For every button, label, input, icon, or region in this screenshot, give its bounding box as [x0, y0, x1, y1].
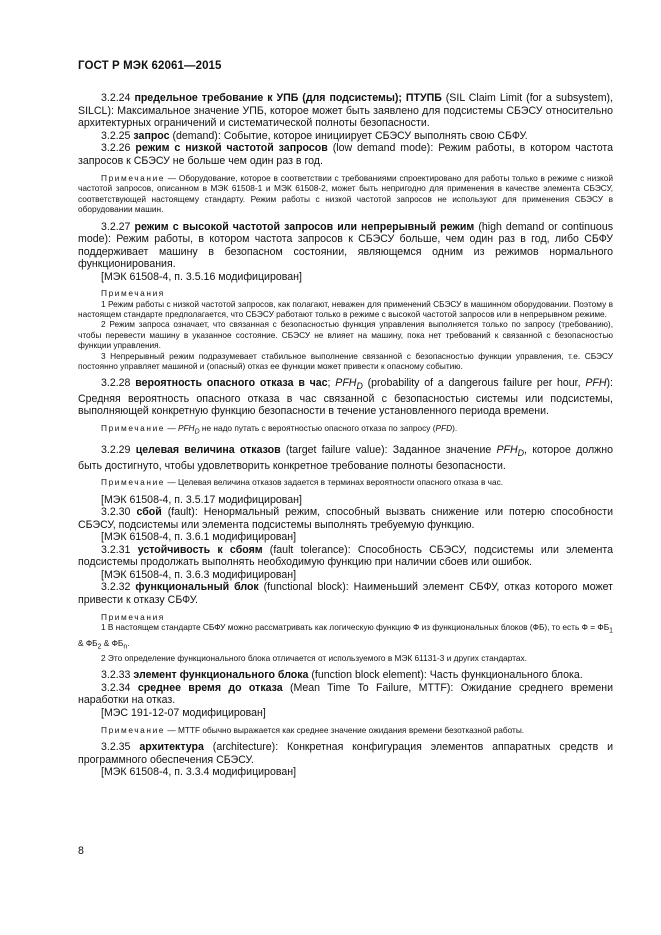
clause-number: 3.2.34 [101, 681, 131, 694]
note-label: Примечание [101, 477, 166, 488]
definition-text: (high demand or continuous mode): Режим работы, в котором частота запросов к СБЭСУ больше, чем один раз в год, либо СБФУ поддерживает машину в безопасном состоянии, являющемся одним из режимов нормального функционирования. [78, 220, 614, 271]
definition-3-2-29: 3.2.29 целевая величина отказов (target failure value): Заданное значение $PFH_D$, которое должно быть достигнуто, чтобы удовлетворить конкретное требование полноты безопасности. [78, 444, 613, 472]
note-text: — Оборудование, которое в соответствии с требованиями спроектировано для работы только в режиме с низкой частотой запросов, описанном в МЭК 61508-1 и МЭК 61508-2, может быть непригодно для применения в качестве элемента СБЭСУ, соответствующей настоящему стандарту. Режим работы с низкой частотой запросов не используют для применения СБЭСУ в оборудовании машин. [78, 173, 613, 215]
definition-3-2-30 [78, 506, 613, 531]
notes-label: Примечания [101, 612, 165, 623]
definition-text: (SIL Claim Limit (for a subsystem), SILCL): Максимальное значение УПБ, которое может быть заявлено для подсистемы СБЭСУ относительно архитектурных ограничений и систематической полноты безопасности. [78, 92, 613, 129]
term: режим с низкой частотой запросов [135, 142, 328, 154]
note-3-2-26 [78, 173, 613, 215]
definition-3-2-24 [78, 92, 613, 130]
definition-text: (architecture): Конкретная конфигурация элементов аппаратных средств и программного обеспечения СБЭСУ. [78, 741, 613, 766]
definition-text: (Mean Time To Failure, MTTF): Ожидание среднего времени наработки на отказ. [78, 681, 613, 706]
abbr: PFH [335, 377, 357, 390]
note-item-2: 2 Это определение функционального блока отличается от используемого в МЭК 61131-3 и других стандартах. [101, 652, 527, 663]
clause-number: 3.2.29 [101, 444, 131, 457]
term: запрос [133, 129, 170, 142]
definition-text: (functional block): Наименьший элемент СБФУ, отказ которого может привести к отказу СБФУ. [78, 581, 613, 606]
note-label: Примечание [101, 422, 166, 433]
page-number: 8 [78, 845, 84, 857]
clause-number: 3.2.24 [101, 92, 131, 104]
notes-label: Примечания [101, 288, 165, 299]
clause-number: 3.2.35 [101, 741, 131, 754]
definition-text: ): Средняя вероятность опасного отказа в час связанной с безопасностью системы или подсистемы, выполняющей конкретную функцию безопасности в течение установленного периода времени. [78, 377, 614, 418]
definition-3-2-28: 3.2.28 вероятность опасного отказа в час; $PFH_D$ (probability of a dangerous failure per hour, PFH): Средняя вероятность опасного отказа в час связанной с безопасностью системы или подсистемы, выполняющей конкретную функцию безопасности в течение установленного периода времени. [78, 377, 614, 418]
clause-number: 3.2.26 [101, 142, 131, 154]
term: функциональный блок [135, 581, 259, 594]
note-3-2-29 [78, 477, 613, 487]
term: вероятность опасного отказа в час [135, 377, 328, 390]
definition-3-2-25 [78, 130, 613, 143]
term: сбой [136, 506, 162, 519]
definition-3-2-33 [78, 669, 613, 682]
definition-3-2-27 [78, 221, 613, 271]
clause-number: 3.2.32 [101, 581, 131, 594]
note-label: Примечание [101, 725, 166, 735]
source-reference: [МЭС 191-12-07 модифицирован] [101, 706, 266, 719]
term: элемент функционального блока [133, 669, 309, 681]
definition-text: , которое должно быть достигнуто, чтобы удовлетворить конкретное требование полноты безопасности. [78, 444, 613, 472]
clause-number: 3.2.31 [101, 543, 131, 556]
definition-text: (function block element): Часть функционального блока. [308, 669, 583, 681]
note-item-1: 1 В настоящем стандарте СБФУ можно рассматривать как логическую функцию Ф из функциональных блоков (ФБ), то есть $Ф = ФБ_1$ & $ФБ_2$ & $ФБ_n$. [78, 622, 613, 651]
term: режим с высокой частотой запросов или непрерывный режим [134, 220, 475, 233]
term: архитектура [139, 741, 204, 754]
definition-text: (fault): Ненормальный режим, способный вызвать снижение или потерю способности СБЭСУ, подсистемы или элемента подсистемы выполнять требуемую функцию. [78, 506, 613, 531]
clause-number: 3.2.25 [101, 129, 131, 142]
source-reference: [МЭК 61508-4, п. 3.5.17 модифицирован] [101, 493, 302, 506]
definition-text: (low demand mode): Режим работы, в котором частота запросов к СБЭСУ не больше чем один раз в год. [78, 142, 613, 167]
note-item-3: 3 Непрерывный режим подразумевает стабильное выполнение связанной с безопасностью функции управления, т.е. СБЭСУ постоянно управляет машиной и (опасный) отказ ее функции может привести к опасному событию. [78, 350, 613, 371]
definition-3-2-32 [78, 581, 613, 606]
definition-3-2-34 [78, 682, 613, 707]
definition-3-2-26 [78, 142, 613, 167]
note-3-2-28: Примечание — $PFH_D$ не надо путать с вероятностью опасного отказа по запросу (PFD). [101, 422, 458, 436]
definition-3-2-31 [78, 544, 613, 569]
note-3-2-34 [78, 725, 613, 735]
clause-number: 3.2.27 [101, 220, 131, 233]
term: предельное требование к УПБ (для подсистемы); ПТУПБ [134, 92, 442, 104]
source-reference: [МЭК 61508-4, п. 3.6.3 модифицирован] [101, 568, 297, 581]
document-header: ГОСТ Р МЭК 62061—2015 [78, 60, 222, 72]
term: устойчивость к сбоям [137, 543, 263, 556]
clause-number: 3.2.30 [101, 506, 131, 519]
note-text: — MTTF обычно выражается как среднее значение ожидания времени безотказной работы. [165, 725, 525, 735]
clause-number: 3.2.28 [101, 377, 131, 390]
note-label: Примечание [101, 173, 166, 183]
clause-number: 3.2.33 [101, 669, 131, 681]
definition-text: (fault tolerance): Способность СБЭСУ, подсистемы или элемента подсистемы продолжать выполнять необходимую функцию при наличии сбоев или ошибок. [78, 543, 613, 569]
definition-3-2-35 [78, 741, 613, 766]
term: целевая величина отказов [135, 444, 281, 457]
note-item-1: 1 Режим работы с низкой частотой запросов, как полагают, неважен для применений СБЭСУ в машинном оборудовании. Поэтому в настоящем стандарте предполагается, что СБЭСУ работают только в режиме с высокой частотой запросов или в непрерывном режиме. [78, 298, 613, 319]
note-text: — Целевая величина отказов задается в терминах вероятности опасного отказа в час. [165, 477, 504, 488]
term: среднее время до отказа [137, 681, 283, 694]
note-item-2: 2 Режим запроса означает, что связанная с безопасностью функция управления выполняется только по запросу (требованию), чтобы перевести машину в указанное состояние. СБЭСУ не влияет на машину, пока нет требований к связанной с безопасностью функции управления. [78, 319, 613, 351]
source-reference: [МЭК 61508-4, п. 3.3.4 модифицирован] [101, 766, 297, 779]
definition-text: (demand): Событие, которое инициирует СБЭСУ выполнять свою СБФУ. [169, 129, 528, 142]
source-reference: [МЭК 61508-4, п. 3.5.16 модифицирован] [101, 270, 302, 283]
document-body [78, 92, 613, 779]
source-reference: [МЭК 61508-4, п. 3.6.1 модифицирован] [101, 531, 297, 544]
